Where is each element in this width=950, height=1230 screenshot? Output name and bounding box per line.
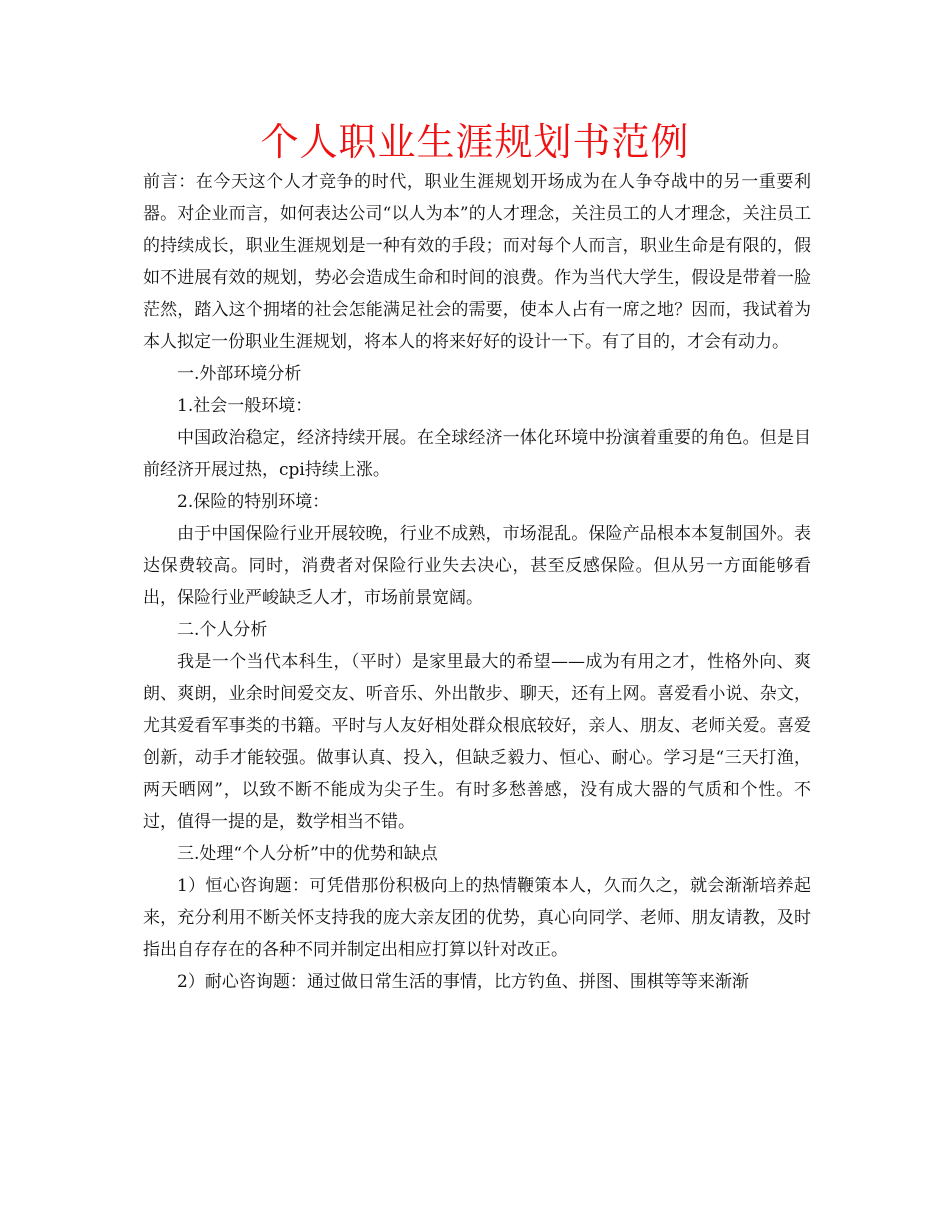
paragraph-insurance-environment: 由于中国保险行业开展较晚，行业不成熟，市场混乱。保险产品根本本复制国外。表达保费较高。同时，消费者对保险行业失去决心，甚至反感保险。但从另一方面能够看出，保险行业严峻缺乏人才，市场前景宽阔。 — [143, 524, 811, 608]
paragraph-social-environment: 中国政治稳定，经济持续开展。在全球经济一体化环境中扮演着重要的角色。但是目前经济开展过热，cpi持续上涨。 — [143, 428, 811, 480]
paragraph-patience: 2）耐心咨询题：通过做日常生活的事情，比方钓鱼、拼图、围棋等等来渐渐 — [177, 972, 749, 992]
document-body — [143, 166, 811, 998]
paragraph-perseverance: 1）恒心咨询题：可凭借那份积极向上的热情鞭策本人，久而久之，就会渐渐培养起来，充分利用不断关怀支持我的庞大亲友团的优势，真心向同学、老师、朋友请教，及时指出自存存在的各种不同并制定出相应打算以针对改正。 — [143, 876, 811, 960]
paragraph-personal-analysis: 我是一个当代本科生，（平时）是家里最大的希望——成为有用之才，性格外向、爽朗、爽朗，业余时间爱交友、听音乐、外出散步、聊天，还有上网。喜爱看小说、杂文，尤其爱看军事类的书籍。平时与人友好相处群众根底较好，亲人、朋友、老师关爱。喜爱创新，动手才能较强。做事认真、投入，但缺乏毅力、恒心、耐心。学习是“三天打渔，两天晒网”，以致不断不能成为尖子生。有时多愁善感，没有成大器的气质和个性。不过，值得一提的是，数学相当不错。 — [143, 652, 811, 832]
heading-external-environment: 一.外部环境分析 — [177, 364, 302, 384]
subheading-social-environment: 1.社会一般环境： — [177, 396, 313, 416]
document-title: 个人职业生涯规划书范例 — [260, 120, 690, 164]
paragraph-preface: 前言：在今天这个人才竞争的时代，职业生涯规划开场成为在人争夺战中的另一重要利器。对企业而言，如何表达公司“以人为本”的人才理念，关注员工的人才理念，关注员工的持续成长，职业生涯规划是一种有效的手段；而对每个人而言，职业生命是有限的，假如不进展有效的规划，势必会造成生命和时间的浪费。作为当代大学生，假设是带着一脸茫然，踏入这个拥堵的社会怎能满足社会的需要，使本人占有一席之地？因而，我试着为本人拟定一份职业生涯规划，将本人的将来好好的设计一下。有了目的，才会有动力。 — [143, 172, 811, 352]
subheading-insurance-environment: 2.保险的特别环境： — [177, 492, 330, 512]
heading-personal-analysis: 二.个人分析 — [177, 620, 268, 640]
heading-strengths-weaknesses: 三.处理“个人分析”中的优势和缺点 — [177, 844, 438, 864]
